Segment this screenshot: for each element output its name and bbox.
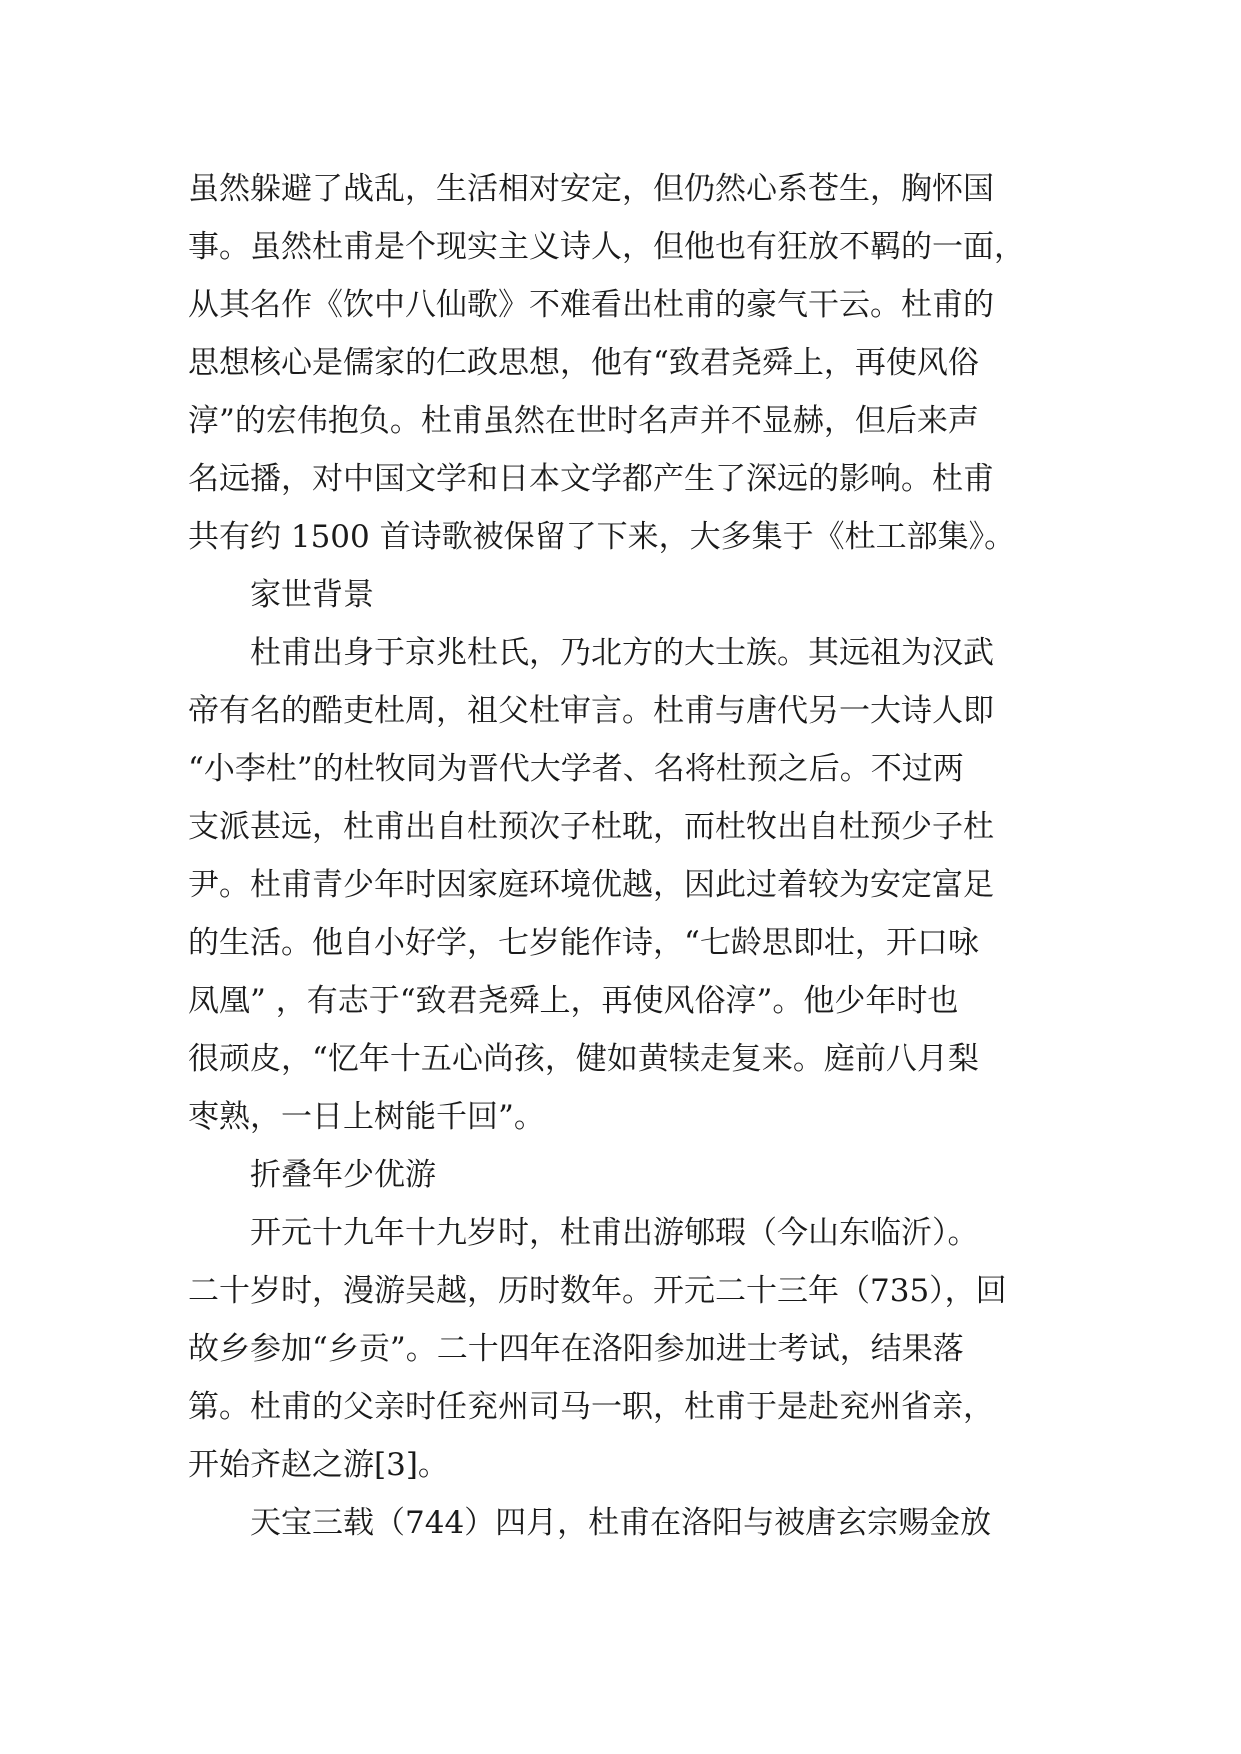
section-heading: 家世背景: [250, 577, 374, 613]
text-line: 很顽皮，“忆年十五心尚孩，健如黄犊走复来。庭前八月梨: [188, 1041, 979, 1077]
text-line: 故乡参加“乡贡”。二十四年在洛阳参加进士考试，结果落: [188, 1331, 964, 1367]
body-text: [188, 160, 1058, 1552]
text-line: 事。虽然杜甫是个现实主义诗人，但他也有狂放不羁的一面，: [188, 229, 1025, 265]
text-line: 第。杜甫的父亲时任兖州司马一职，杜甫于是赴兖州省亲，: [188, 1389, 994, 1425]
text-line: 支派甚远，杜甫出自杜预次子杜耽，而杜牧出自杜预少子杜: [188, 809, 994, 845]
text-line: 枣熟，一日上树能千回”。: [188, 1099, 545, 1135]
text-line: 二十岁时，漫游吴越，历时数年。开元二十三年（735），回: [188, 1273, 1007, 1309]
text-line: 共有约 1500 首诗歌被保留了下来，大多集于《杜工部集》。: [188, 519, 1016, 555]
text-line: 天宝三载（744）四月，杜甫在洛阳与被唐玄宗赐金放: [250, 1505, 992, 1541]
text-line: 开始齐赵之游[3]。: [188, 1447, 449, 1483]
text-line: 凤凰” ，有志于“致君尧舜上，再使风俗淳”。他少年时也: [188, 983, 959, 1019]
section-heading: 折叠年少优游: [250, 1157, 436, 1193]
text-line: 杜甫出身于京兆杜氏，乃北方的大士族。其远祖为汉武: [250, 635, 994, 671]
text-line: 淳”的宏伟抱负。杜甫虽然在世时名声并不显赫，但后来声: [188, 403, 979, 439]
text-line: 名远播，对中国文学和日本文学都产生了深远的影响。杜甫: [188, 461, 994, 497]
text-line: 尹。杜甫青少年时因家庭环境优越，因此过着较为安定富足: [188, 867, 994, 903]
text-line: “小李杜”的杜牧同为晋代大学者、名将杜预之后。不过两: [188, 751, 964, 787]
text-line: 从其名作《饮中八仙歌》不难看出杜甫的豪气干云。杜甫的: [188, 287, 994, 323]
text-line: 思想核心是儒家的仁政思想，他有“致君尧舜上，再使风俗: [188, 345, 979, 381]
text-line: 虽然躲避了战乱，生活相对安定，但仍然心系苍生，胸怀国: [188, 171, 994, 207]
text-line: 的生活。他自小好学，七岁能作诗，“七龄思即壮，开口咏: [188, 925, 979, 961]
text-line: 开元十九年十九岁时，杜甫出游郇瑕（今山东临沂）。: [250, 1215, 979, 1251]
text-line: 帝有名的酷吏杜周，祖父杜审言。杜甫与唐代另一大诗人即: [188, 693, 994, 729]
